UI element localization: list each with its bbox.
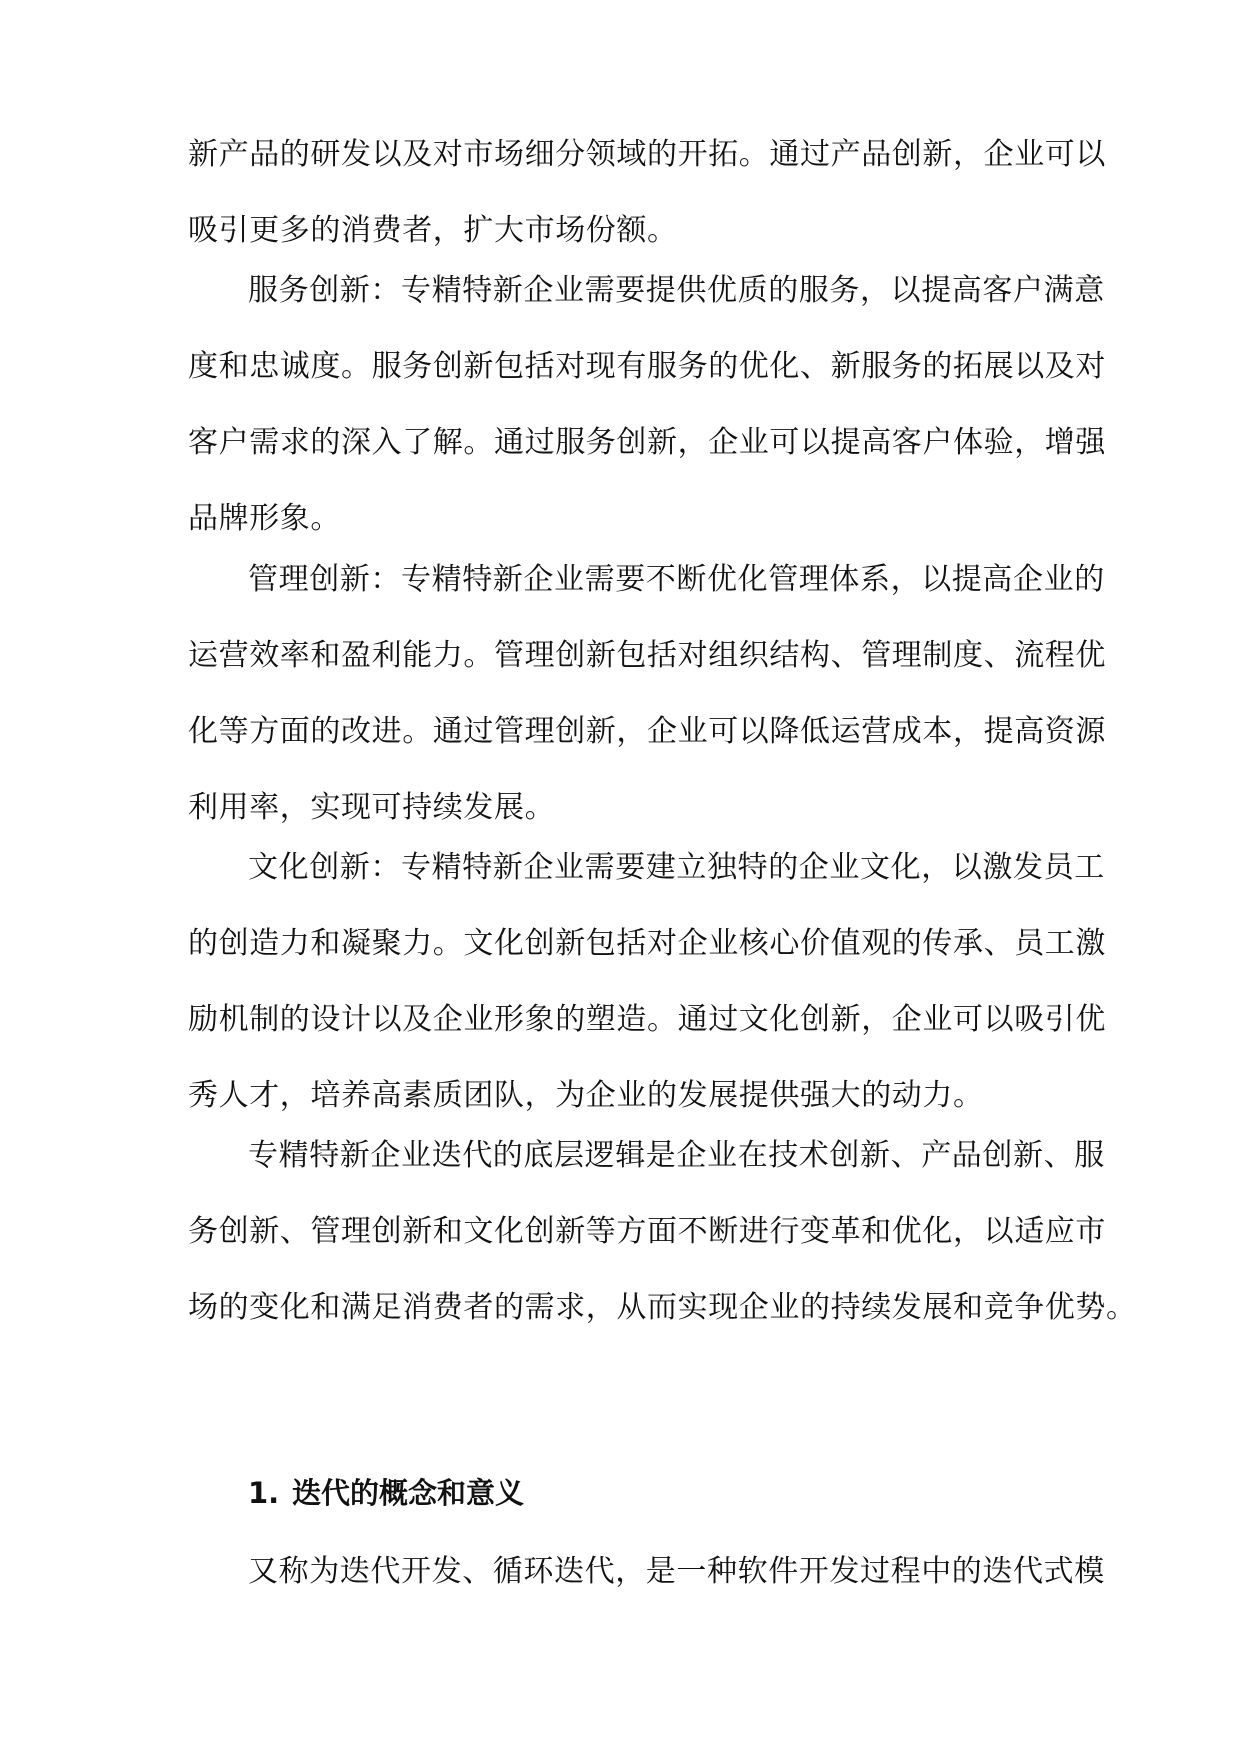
text-line: 新产品的研发以及对市场细分领域的开拓。通过产品创新，企业可以	[188, 137, 1106, 172]
text-line: 专精特新企业迭代的底层逻辑是企业在技术创新、产品创新、服	[248, 1138, 1105, 1173]
section-heading	[248, 1473, 524, 1513]
text-line: 场的变化和满足消费者的需求，从而实现企业的持续发展和竞争优势。	[188, 1290, 1137, 1325]
paragraph-iteration-definition	[188, 1534, 1105, 1610]
text-line: 管理创新：专精特新企业需要不断优化管理体系，以提高企业的	[248, 562, 1105, 597]
section-title: 迭代的概念和意义	[292, 1476, 525, 1510]
paragraph-product-innovation-continued	[188, 117, 1106, 269]
paragraph-culture-innovation	[188, 830, 1106, 1134]
text-line: 利用率，实现可持续发展。	[188, 790, 556, 825]
text-line: 化等方面的改进。通过管理创新，企业可以降低运营成本，提高资源	[188, 714, 1106, 749]
text-line: 励机制的设计以及企业形象的塑造。通过文化创新，企业可以吸引优	[188, 1002, 1106, 1037]
text-line: 服务创新：专精特新企业需要提供优质的服务，以提高客户满意	[248, 273, 1105, 308]
text-line: 度和忠诚度。服务创新包括对现有服务的优化、新服务的拓展以及对	[188, 349, 1106, 384]
text-line: 文化创新：专精特新企业需要建立独特的企业文化，以激发员工	[248, 850, 1105, 885]
paragraph-management-innovation	[188, 542, 1106, 846]
text-line: 又称为迭代开发、循环迭代，是一种软件开发过程中的迭代式模	[248, 1554, 1105, 1589]
paragraph-service-innovation	[188, 253, 1106, 557]
text-line: 运营效率和盈利能力。管理创新包括对组织结构、管理制度、流程优	[188, 638, 1106, 673]
text-line: 务创新、管理创新和文化创新等方面不断进行变革和优化，以适应市	[188, 1214, 1106, 1249]
text-line: 的创造力和凝聚力。文化创新包括对企业核心价值观的传承、员工激	[188, 926, 1106, 961]
text-line: 品牌形象。	[188, 501, 341, 536]
section-number: 1.	[248, 1476, 280, 1510]
text-line: 吸引更多的消费者，扩大市场份额。	[188, 213, 678, 248]
text-line: 秀人才，培养高素质团队，为企业的发展提供强大的动力。	[188, 1078, 984, 1113]
text-line: 客户需求的深入了解。通过服务创新，企业可以提高客户体验，增强	[188, 425, 1106, 460]
paragraph-iteration-logic	[188, 1118, 1137, 1346]
